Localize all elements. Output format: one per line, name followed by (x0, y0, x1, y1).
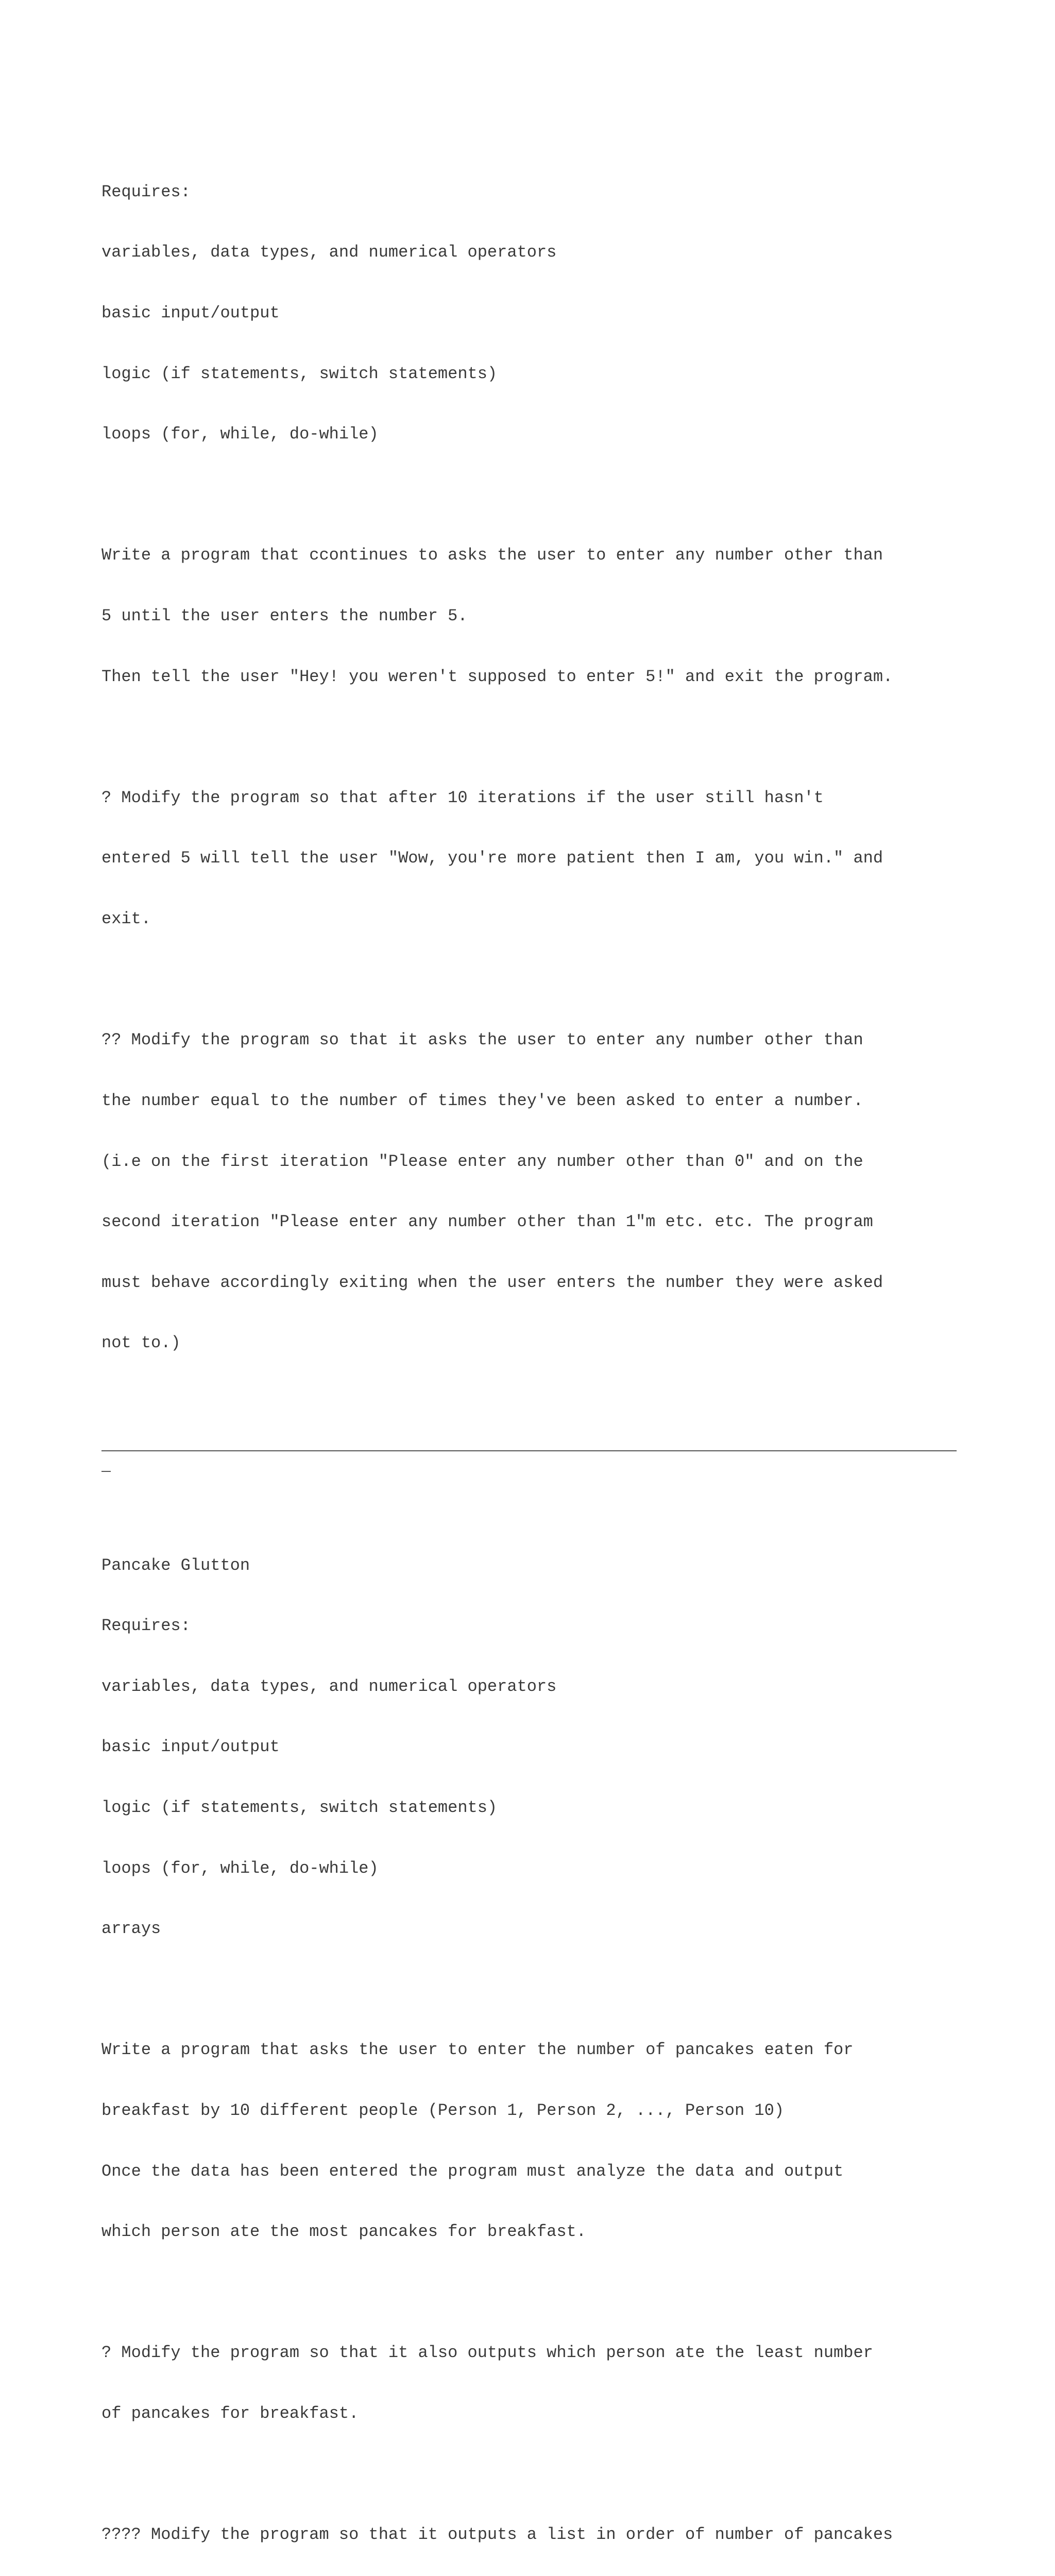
paragraph-line: Write a program that ccontinues to asks the user to enter any number other than (101, 546, 883, 565)
requires-item: loops (for, while, do-while) (101, 1858, 379, 1878)
paragraph-line: Then tell the user "Hey! you weren't supposed to enter 5!" and exit the program. (101, 667, 893, 686)
paragraph-line: second iteration "Please enter any number other than 1"m etc. etc. The program (101, 1212, 873, 1232)
document-page (101, 101, 967, 2576)
paragraph-line: which person ate the most pancakes for breakfast. (101, 2222, 586, 2242)
requires-item: loops (for, while, do-while) (101, 425, 379, 444)
paragraph-line: (i.e on the first iteration "Please enter any number other than 0" and on the (101, 1151, 863, 1171)
paragraph-line: 5 until the user enters the number 5. (101, 606, 468, 626)
paragraph-line: entered 5 will tell the user "Wow, you're more patient then I am, you win." and (101, 849, 883, 868)
paragraph-line: breakfast by 10 different people (Person 1, Person 2, ..., Person 10) (101, 2101, 785, 2121)
paragraph-line: ? Modify the program so that it also outputs which person ate the least number (101, 2343, 873, 2363)
paragraph-line: Write a program that asks the user to enter the number of pancakes eaten for (101, 2040, 854, 2060)
requires-item: basic input/output (101, 1737, 280, 1757)
paragraph-line: of pancakes for breakfast. (101, 2404, 359, 2424)
requires-item: arrays (101, 1919, 161, 1939)
paragraph-line: Once the data has been entered the program must analyze the data and output (101, 2161, 844, 2181)
requires-heading: Requires: (101, 182, 191, 201)
paragraph-line: ???? Modify the program so that it outputs a list in order of number of pancakes (101, 2525, 893, 2545)
paragraph-line: not to.) (101, 1333, 181, 1353)
section-divider (101, 1434, 967, 1474)
requires-item: logic (if statements, switch statements) (101, 1798, 498, 1817)
paragraph-line: ? Modify the program so that after 10 iterations if the user still hasn't (101, 788, 824, 807)
section-title: Pancake Glutton (101, 1555, 250, 1575)
paragraph-line: must behave accordingly exiting when the user enters the number they were asked (101, 1273, 883, 1292)
requires-item: variables, data types, and numerical operators (101, 243, 557, 262)
paragraph-line: ?? Modify the program so that it asks the user to enter any number other than (101, 1030, 863, 1050)
paragraph-line: exit. (101, 909, 151, 929)
requires-item: logic (if statements, switch statements) (101, 364, 498, 383)
paragraph-line: the number equal to the number of times they've been asked to enter a number. (101, 1091, 863, 1110)
requires-item: basic input/output (101, 303, 280, 323)
requires-heading: Requires: (101, 1616, 191, 1636)
requires-item: variables, data types, and numerical operators (101, 1676, 557, 1696)
